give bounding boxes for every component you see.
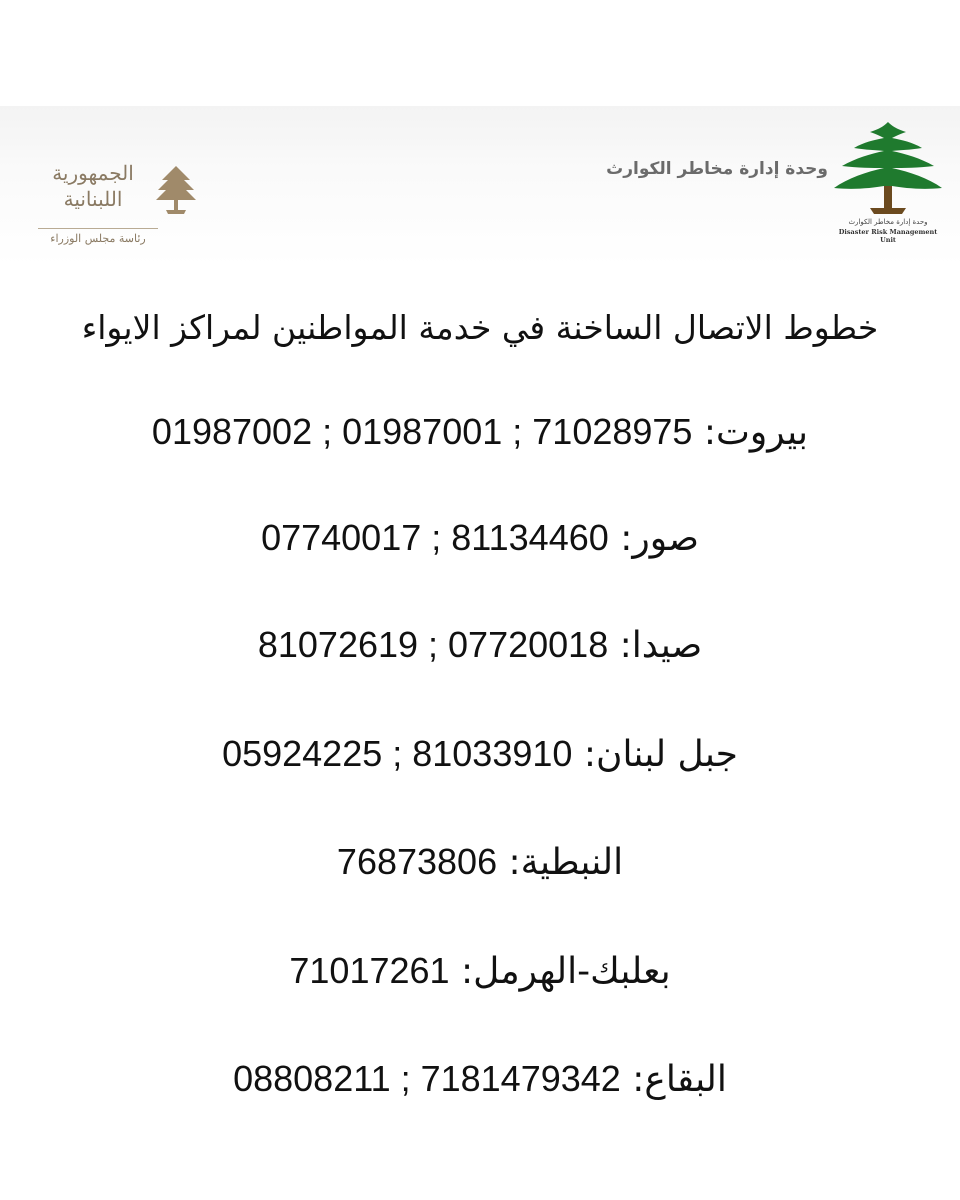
cedar-icon bbox=[156, 164, 196, 216]
republic-calligraphy bbox=[38, 160, 148, 226]
page-title: خطوط الاتصال الساخنة في خدمة المواطنين لمراكز الايواء bbox=[81, 308, 879, 347]
drm-unit-small-english: Disaster Risk Management Unit bbox=[838, 228, 938, 244]
region-line-beirut bbox=[0, 411, 960, 453]
region-line-saida bbox=[0, 624, 960, 666]
region-line-tyre bbox=[0, 517, 960, 559]
region-numbers: 07740017 ; 81134460 bbox=[261, 517, 609, 558]
lebanese-republic-logo bbox=[28, 150, 198, 260]
cedar-icon bbox=[830, 118, 946, 218]
drm-unit-small-arabic: وحدة إدارة مخاطر الكوارث bbox=[848, 218, 928, 226]
region-numbers: 81072619 ; 07720018 bbox=[257, 624, 609, 665]
region-label: البقاع: bbox=[632, 1059, 727, 1100]
region-line-nabatieh bbox=[0, 841, 960, 883]
drm-unit-logo bbox=[830, 118, 946, 248]
region-label: صيدا: bbox=[619, 625, 703, 666]
region-label: النبطية: bbox=[508, 842, 624, 883]
region-numbers: 71017261 bbox=[289, 950, 450, 991]
region-numbers: 76873806 bbox=[336, 841, 498, 882]
region-label: بعلبك-الهرمل: bbox=[461, 951, 671, 992]
presidency-subline: رئاسة مجلس الوزراء bbox=[38, 228, 158, 245]
region-label: صور: bbox=[620, 518, 699, 559]
region-line-bekaa bbox=[0, 1058, 960, 1100]
republic-calligraphy-line1: الجمهورية bbox=[52, 161, 134, 185]
region-label: جبل لبنان: bbox=[583, 734, 738, 775]
republic-calligraphy-line2: اللبنانية bbox=[63, 187, 123, 211]
region-line-baalbek-hermel bbox=[0, 950, 960, 992]
drm-unit-title: وحدة إدارة مخاطر الكوارث bbox=[606, 159, 828, 179]
region-numbers: 08808211 ; 7181479342 bbox=[233, 1058, 621, 1099]
region-numbers: 05924225 ; 81033910 bbox=[222, 733, 573, 774]
region-numbers: 01987002 ; 01987001 ; 71028975 bbox=[151, 411, 693, 452]
region-line-mount-lebanon bbox=[0, 733, 960, 775]
region-label: بيروت: bbox=[703, 412, 809, 453]
